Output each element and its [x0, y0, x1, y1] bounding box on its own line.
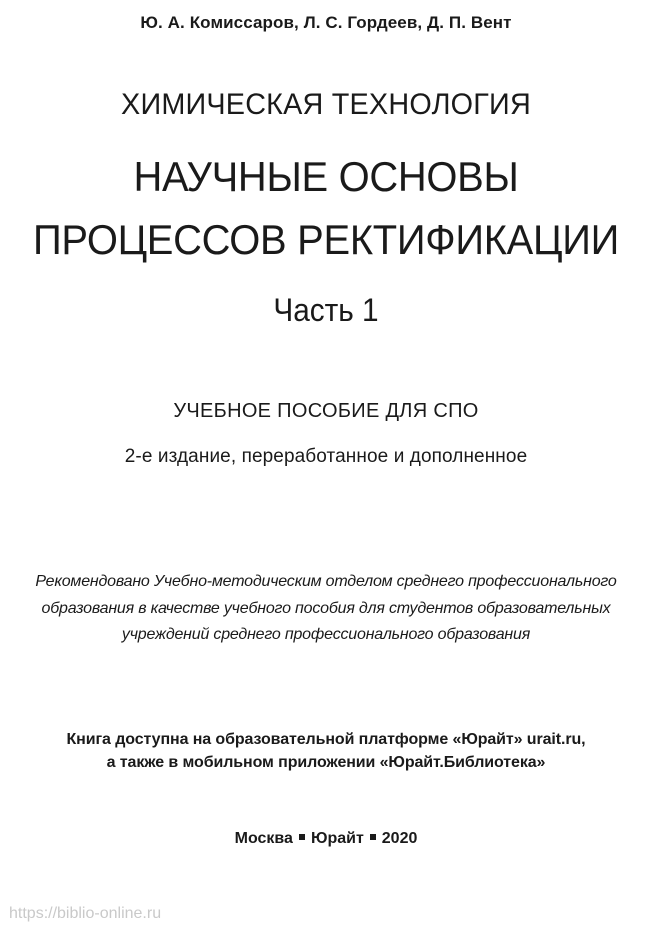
recommendation-line-3: учреждений среднего профессионального образования	[121, 626, 531, 643]
availability-line-2: а также в мобильном приложении «Юрайт.Библиотека»	[106, 754, 546, 771]
recommendation-line-1: Рекомендовано Учебно-методическим отделом среднего профессионального	[35, 573, 617, 590]
square-separator-icon	[299, 834, 305, 840]
recommendation-line-2: образования в качестве учебного пособия для студентов образовательных	[41, 600, 611, 617]
watermark-url: https://biblio-online.ru	[9, 905, 162, 922]
imprint-year: 2020	[381, 830, 418, 847]
authors: Ю. А. Комиссаров, Л. С. Гордеев, Д. П. Вент	[140, 13, 512, 32]
main-title-line-2: ПРОЦЕССОВ РЕКТИФИКАЦИИ	[32, 216, 620, 263]
edition-note: 2-е издание, переработанное и дополненное	[124, 446, 528, 467]
main-title-line-1: НАУЧНЫЕ ОСНОВЫ	[133, 153, 519, 200]
imprint	[0, 830, 652, 848]
availability-line-1: Книга доступна на образовательной платформе «Юрайт» urait.ru,	[66, 731, 586, 748]
square-separator-icon	[370, 834, 376, 840]
book-type: УЧЕБНОЕ ПОСОБИЕ ДЛЯ СПО	[173, 400, 479, 422]
part-label: Часть 1	[273, 292, 379, 328]
imprint-publisher: Юрайт	[310, 830, 364, 847]
imprint-city: Москва	[234, 830, 293, 847]
series-title: ХИМИЧЕСКАЯ ТЕХНОЛОГИЯ	[121, 88, 531, 121]
